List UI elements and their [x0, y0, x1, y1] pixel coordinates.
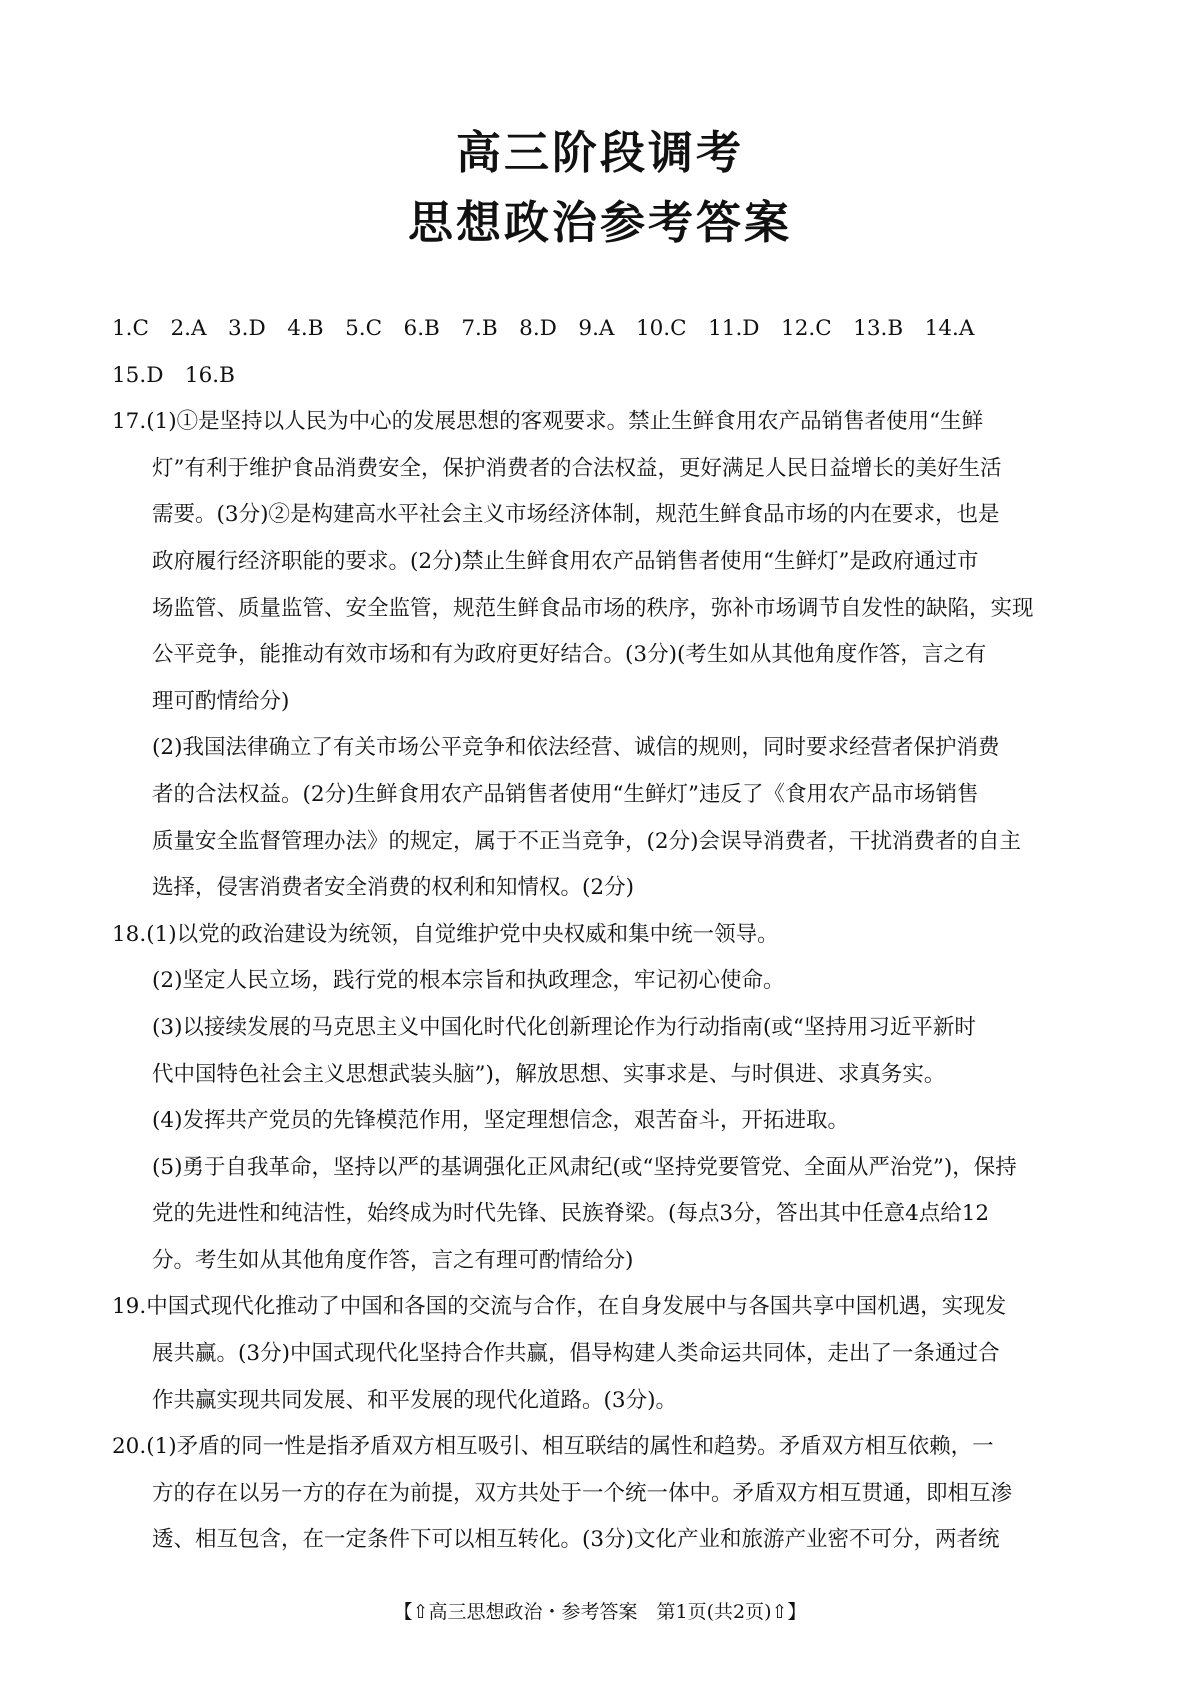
answer-line: 场监管、质量监管、安全监管，规范生鲜食品市场的秩序，弥补市场调节自发性的缺陷，实现: [152, 595, 1034, 621]
page-footer: 【⇧高三思想政治・参考答案 第1页(共2页)⇧】: [393, 1601, 807, 1623]
answer-line: (3)以接续发展的马克思主义中国化时代化创新理论作为行动指南(或“坚持用习近平新时: [152, 1014, 976, 1040]
answer-line: 18.(1)以党的政治建设为统领，自觉维护党中央权威和集中统一领导。: [112, 921, 779, 947]
answer-line: (2)我国法律确立了有关市场公平竞争和依法经营、诚信的规则，同时要求经营者保护消费: [152, 735, 1000, 761]
answer-line: 党的先进性和纯洁性，始终成为时代先锋、民族脊梁。(每点3分，答出其中任意4点给12: [152, 1201, 990, 1227]
answer-line: 方的存在以另一方的存在为前提，双方共处于一个统一体中。矛盾双方相互贯通，即相互渗: [152, 1480, 1013, 1506]
exam-title: 高三阶段调考: [455, 126, 744, 179]
answer-line: 灯”有利于维护食品消费安全，保护消费者的合法权益，更好满足人民日益增长的美好生活: [152, 455, 1002, 481]
answer-line: 展共赢。(3分)中国式现代化坚持合作共赢，倡导构建人类命运共同体，走出了一条通过合: [152, 1341, 1000, 1367]
answer-line: 15.D 16.B: [112, 362, 235, 388]
answer-line: 19.中国式现代化推动了中国和各国的交流与合作，在自身发展中与各国共享中国机遇，实现发: [112, 1294, 1007, 1320]
answer-line: 政府履行经济职能的要求。(2分)禁止生鲜食用农产品销售者使用“生鲜灯”是政府通过市: [152, 548, 979, 574]
answer-line: 者的合法权益。(2分)生鲜食用农产品销售者使用“生鲜灯”违反了《食用农产品市场销售: [152, 781, 979, 807]
answer-line: 作共赢实现共同发展、和平发展的现代化道路。(3分)。: [152, 1387, 677, 1413]
answer-line: 17.(1)①是坚持以人民为中心的发展思想的客观要求。禁止生鲜食用农产品销售者使用“生鲜: [112, 409, 984, 435]
answer-line: (5)勇于自我革命，坚持以严的基调强化正风肃纪(或“坚持党要管党、全面从严治党”)，保持: [152, 1154, 1017, 1180]
answer-line: 透、相互包含，在一定条件下可以相互转化。(3分)文化产业和旅游产业密不可分，两者统: [152, 1527, 1000, 1553]
answer-line: (2)坚定人民立场，践行党的根本宗旨和执政理念，牢记初心使命。: [152, 968, 785, 994]
answer-content: [112, 306, 1088, 1564]
answer-line: 代中国特色社会主义思想武装头脑”)，解放思想、实事求是、与时俱进、求真务实。: [152, 1061, 946, 1087]
answer-line: 需要。(3分)②是构建高水平社会主义市场经济体制，规范生鲜食品市场的内在要求，也是: [152, 502, 1000, 528]
answer-line: 1.C 2.A 3.D 4.B 5.C 6.B 7.B 8.D 9.A 10.C 11.D 12.C 13.B 14.A: [112, 316, 975, 341]
answer-line: 选择，侵害消费者安全消费的权利和知情权。(2分): [152, 875, 634, 901]
answer-line: 20.(1)矛盾的同一性是指矛盾双方相互吸引、相互联结的属性和趋势。矛盾双方相互依赖，一: [112, 1434, 994, 1460]
answer-line: 质量安全监督管理办法》的规定，属于不正当竞争，(2分)会误导消费者，干扰消费者的自主: [152, 828, 1021, 854]
title-block: [0, 118, 1200, 258]
answer-line: 公平竞争，能推动有效市场和有为政府更好结合。(3分)(考生如从其他角度作答，言之有: [152, 642, 987, 668]
answer-line: 分。考生如从其他角度作答，言之有理可酌情给分): [152, 1247, 634, 1273]
answer-line: (4)发挥共产党员的先锋模范作用，坚定理想信念，艰苦奋斗，开拓进取。: [152, 1108, 849, 1134]
answer-line: 理可酌情给分): [152, 688, 290, 714]
answer-title: 思想政治参考答案: [407, 196, 792, 249]
